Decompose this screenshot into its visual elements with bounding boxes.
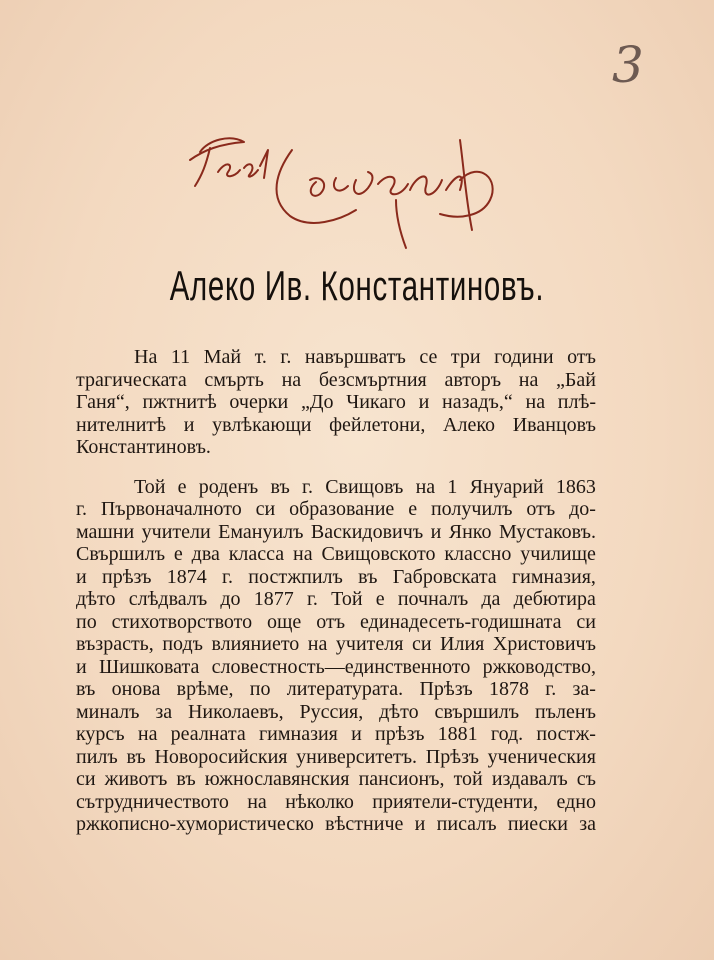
text-line: сътрудничеството на нѣколко приятели-студенти, едно — [76, 790, 596, 813]
handwritten-signature — [160, 120, 520, 260]
text-line: трагическата смърть на безсмъртния авторъ на „Бай — [76, 368, 596, 391]
text-line: Ганя“, пжтнитѣ очерки „До Чикаго и назадъ,“ на плѣ- — [76, 391, 596, 413]
text-line: и прѣзъ 1874 г. постжпилъ въ Габровската гимназия, — [76, 565, 596, 588]
text-line: Свършилъ е два класса на Свищовското классно училище — [76, 543, 596, 565]
text-line: дѣто слѣдвалъ до 1877 г. Той е почналъ да дебютира — [76, 588, 596, 610]
text-line: машни учители Емануилъ Васкидовичъ и Янко Мустаковъ. — [76, 520, 596, 543]
text-line: си животъ въ южнославянския пансионъ, той издавалъ съ — [76, 768, 596, 790]
text-line: пилъ въ Новоросийския университетъ. Прѣзъ ученическия — [76, 745, 596, 768]
text-line: г. Първоначалното си образование е получилъ отъ до- — [76, 498, 596, 520]
article-body — [76, 346, 596, 836]
paragraph — [76, 476, 596, 836]
paragraph — [76, 346, 596, 459]
text-line: по стихотворството още отъ единадесеть-годишната си — [76, 610, 596, 633]
text-line: Той е роденъ въ г. Свищовъ на 1 Януарий 1863 — [134, 475, 596, 498]
article-title: Алеко Ив. Константиновъ. — [169, 262, 545, 309]
page-number: 3 — [612, 36, 644, 94]
text-line: ржкописно-хумористическо вѣстниче и писалъ пиески за — [76, 813, 596, 835]
text-line: На 11 Май т. г. навършватъ се три години отъ — [134, 346, 596, 368]
text-line: и Шишковата словестность—единственното ржководство, — [76, 655, 596, 678]
text-line: въ онова врѣме, по литературата. Прѣзъ 1878 г. за- — [76, 678, 596, 700]
text-line: нителнитѣ и увлѣкающи фейлетони, Алеко Иванцовъ — [76, 413, 596, 436]
text-line: миналъ за Николаевъ, Руссия, дѣто свършилъ пъленъ — [76, 700, 596, 723]
text-line: възрасть, подъ влиянието на учителя си Илия Христовичъ — [76, 633, 596, 655]
text-line: Константиновъ. — [76, 436, 211, 458]
text-line: курсъ на реалната гимназия и прѣзъ 1881 год. постж- — [76, 723, 596, 745]
